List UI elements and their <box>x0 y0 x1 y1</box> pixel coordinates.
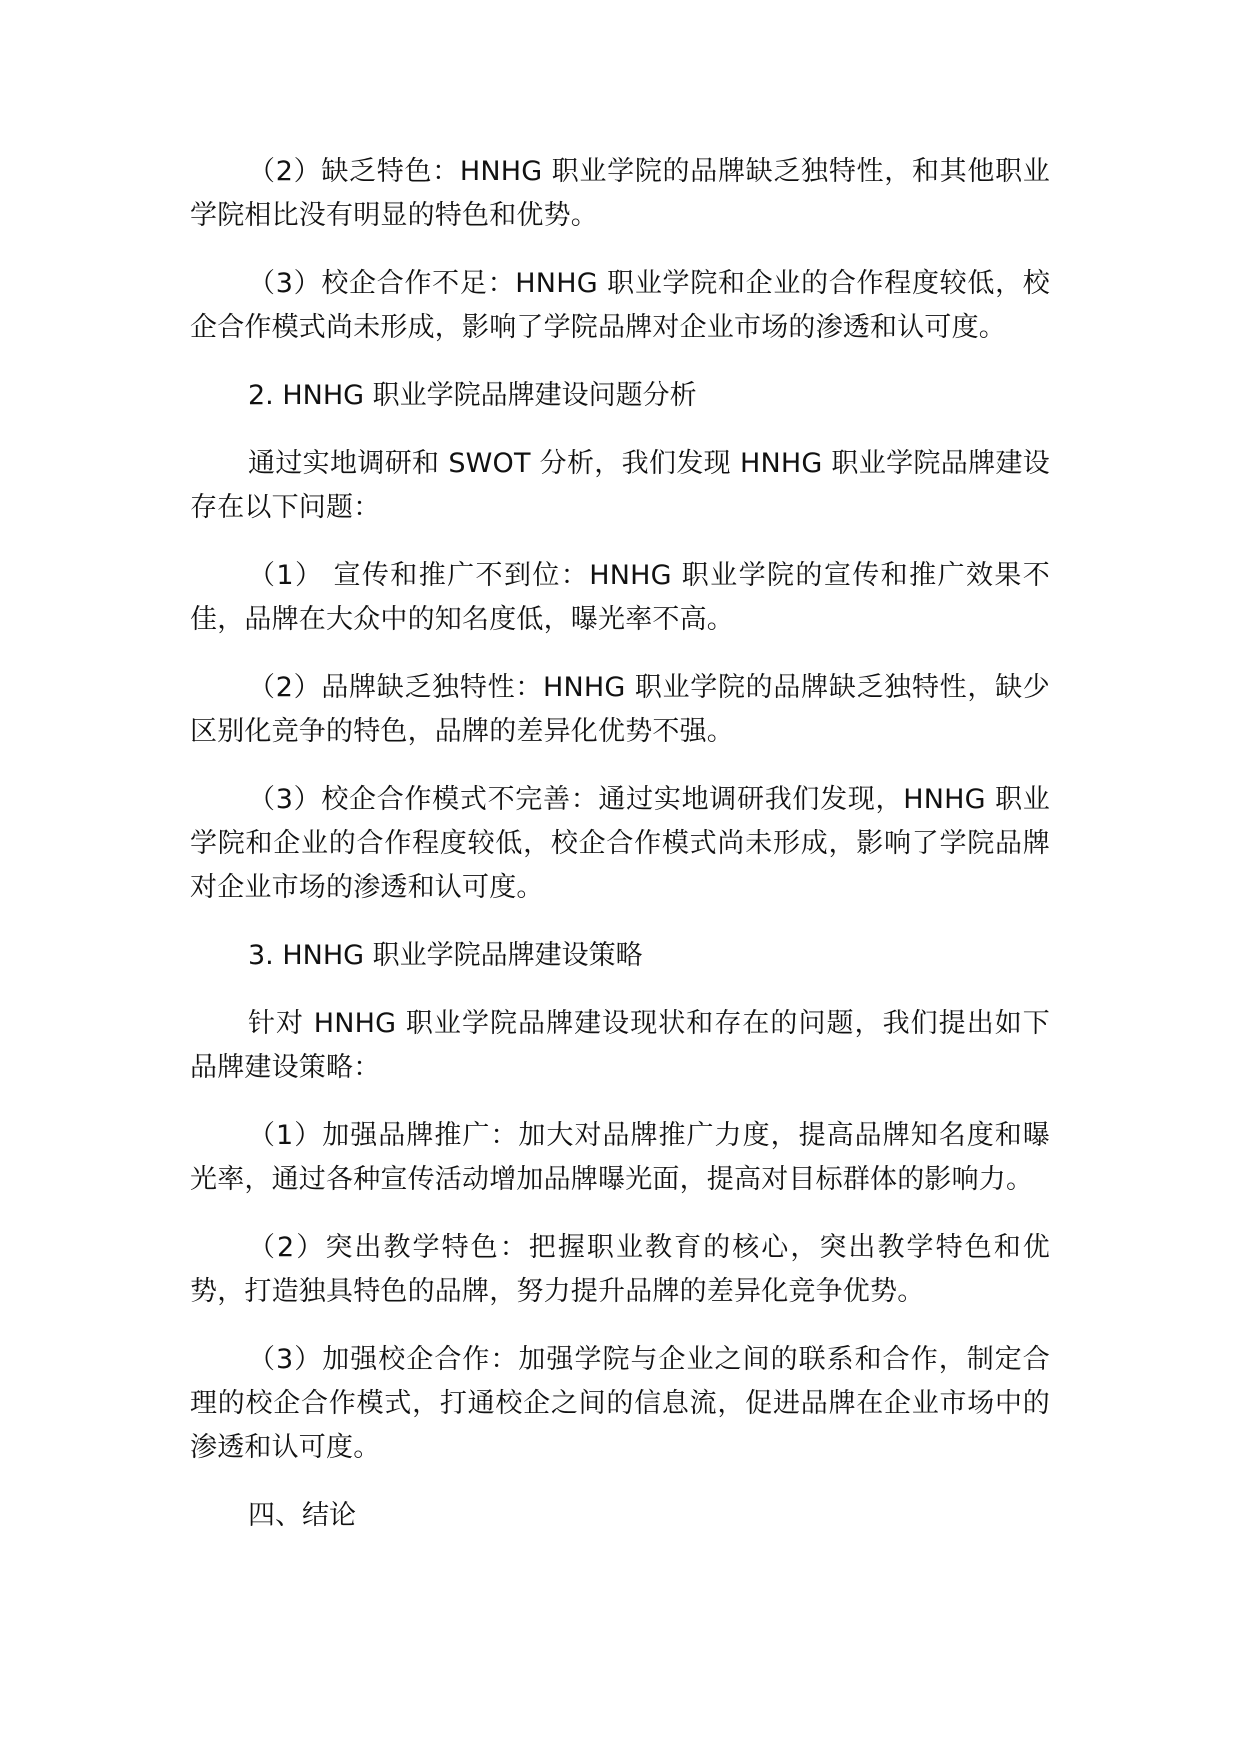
paragraph-strategy-1-promotion: （1）加强品牌推广：加大对品牌推广力度，提高品牌知名度和曝光率，通过各种宣传活动增加品牌曝光面，提高对目标群体的影响力。 <box>190 1120 1050 1195</box>
paragraph-item-3-cooperation-insufficient: （3）校企合作不足：HNHG 职业学院和企业的合作程度较低，校企合作模式尚未形成，影响了学院品牌对企业市场的渗透和认可度。 <box>190 268 1050 343</box>
paragraph-strategy-3-school-enterprise: （3）加强校企合作：加强学院与企业之间的联系和合作，制定合理的校企合作模式，打通校企之间的信息流，促进品牌在企业市场中的渗透和认可度。 <box>190 1344 1050 1463</box>
document-body <box>190 150 1050 1562</box>
paragraph-problem-3-cooperation-model: （3）校企合作模式不完善：通过实地调研我们发现，HNHG 职业学院和企业的合作程度较低，校企合作模式尚未形成，影响了学院品牌对企业市场的渗透和认可度。 <box>190 784 1050 903</box>
paragraph-analysis-intro: 通过实地调研和 SWOT 分析，我们发现 HNHG 职业学院品牌建设存在以下问题： <box>190 448 1050 523</box>
paragraph-strategy-2-teaching-features: （2）突出教学特色：把握职业教育的核心，突出教学特色和优势，打造独具特色的品牌，努力提升品牌的差异化竞争优势。 <box>190 1232 1050 1307</box>
paragraph-strategy-intro: 针对 HNHG 职业学院品牌建设现状和存在的问题，我们提出如下品牌建设策略： <box>190 1008 1050 1083</box>
paragraph-item-2-lack-features: （2）缺乏特色：HNHG 职业学院的品牌缺乏独特性，和其他职业学院相比没有明显的特色和优势。 <box>190 156 1050 231</box>
section-heading-problem-analysis: 2. HNHG 职业学院品牌建设问题分析 <box>248 380 697 411</box>
section-heading-conclusion: 四、结论 <box>248 1500 356 1531</box>
section-heading-strategy: 3. HNHG 职业学院品牌建设策略 <box>248 940 643 971</box>
paragraph-problem-2-uniqueness: （2）品牌缺乏独特性：HNHG 职业学院的品牌缺乏独特性，缺少区别化竞争的特色，品牌的差异化优势不强。 <box>190 672 1050 747</box>
paragraph-problem-1-promotion: （1） 宣传和推广不到位：HNHG 职业学院的宣传和推广效果不佳，品牌在大众中的知名度低，曝光率不高。 <box>190 560 1050 635</box>
